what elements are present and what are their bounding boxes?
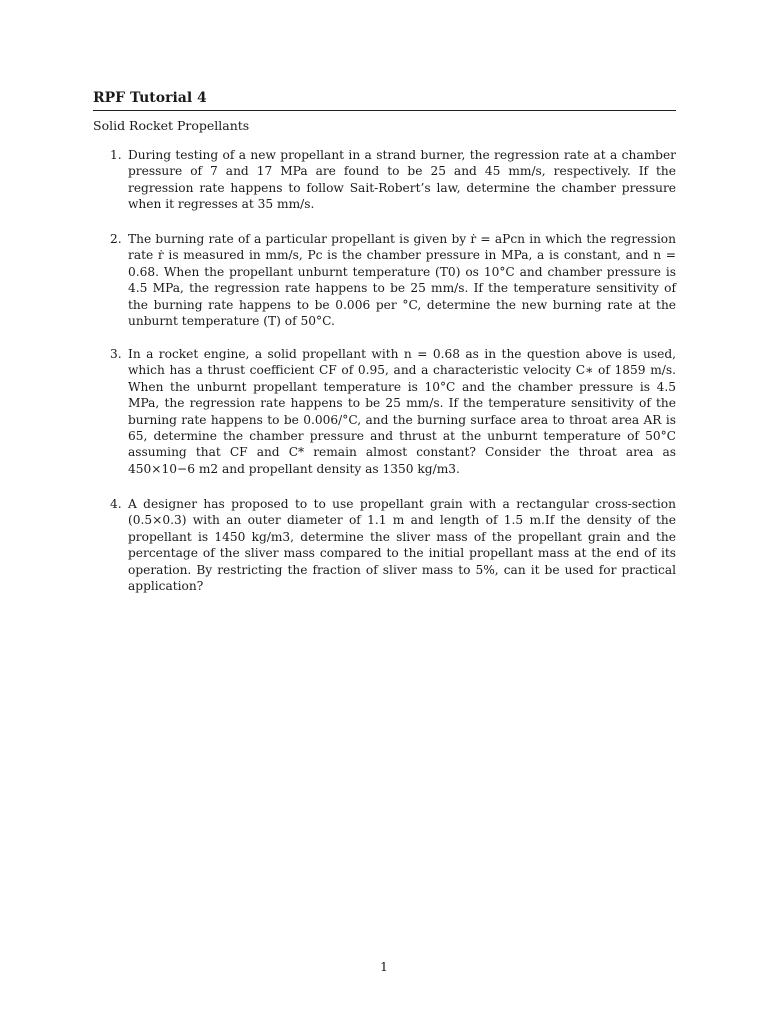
question-number: 2. — [110, 232, 122, 246]
question-number: 3. — [110, 347, 122, 361]
question-text: The burning rate of a particular propellant is given by ṙ = aPcn in which the regression rate ṙ is measured in mm/s, Pc is the chamber pressure in MPa, a is constant, and n = 0.68. When the propellant unburnt temperature (T0) os 10°C and chamber pressure is 4.5 MPa, the regression rate happens to be 25 mm/s. If the temperature sensitivity of the burning rate happens to be 0.006 per °C, determine the new burning rate at the unburnt temperature (T) of 50°C. — [128, 232, 676, 329]
question-text: A designer has proposed to to use propellant grain with a rectangular cross-section (0.5×0.3) with an outer diameter of 1.1 m and length of 1.5 m.If the density of the propellant is 1450 kg/m3, determine the sliver mass of the propellant grain and the percentage of the sliver mass compared to the initial propellant mass at the end of its operation. By restricting the fraction of sliver mass to 5%, can it be used for practical application? — [128, 497, 676, 594]
question-number: 1. — [110, 148, 122, 162]
question-3 — [110, 346, 676, 477]
question-number: 4. — [110, 497, 122, 511]
question-4 — [110, 496, 676, 594]
document-header — [93, 87, 676, 111]
question-text: During testing of a new propellant in a strand burner, the regression rate at a chamber pressure of 7 and 17 MPa are found to be 25 and 45 mm/s, respectively. If the regression rate happens to follow Sait-Robert’s law, determine the chamber pressure when it regresses at 35 mm/s. — [128, 148, 676, 212]
page-number: 1 — [380, 959, 388, 974]
question-1 — [110, 147, 676, 213]
document-subtitle: Solid Rocket Propellants — [93, 118, 250, 133]
question-2 — [110, 231, 676, 329]
document-title: RPF Tutorial 4 — [93, 90, 207, 106]
question-text: In a rocket engine, a solid propellant with n = 0.68 as in the question above is used, which has a thrust coefficient CF of 0.95, and a characteristic velocity C∗ of 1859 m/s. When the unburnt propellant temperature is 10°C and the chamber pressure is 4.5 MPa, the regression rate happens to be 25 mm/s. If the temperature sensitivity of the burning rate happens to be 0.006/°C, and the burning surface area to throat area AR is 65, determine the chamber pressure and thrust at the unburnt temperature of 50°C assuming that CF and C* remain almost constant? Consider the throat area as 450×10−6 m2 and propellant density as 1350 kg/m3. — [128, 347, 676, 476]
